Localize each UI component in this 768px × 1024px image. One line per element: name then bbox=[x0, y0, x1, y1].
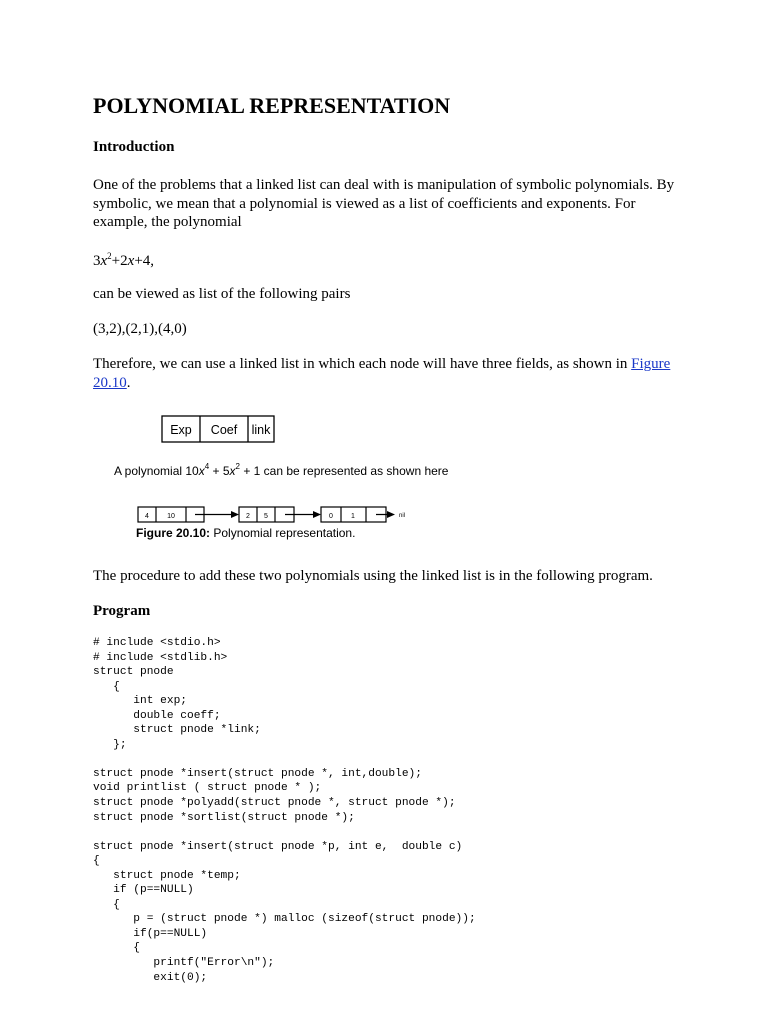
caption-text: + 1 can be represented as shown here bbox=[240, 464, 449, 478]
figure-number: Figure 20.10: bbox=[136, 526, 211, 540]
code-line: struct pnode bbox=[93, 666, 174, 679]
figure-title bbox=[136, 526, 355, 540]
pairs-list: (3,2),(2,1),(4,0) bbox=[93, 321, 187, 337]
figure-20-10 bbox=[93, 408, 693, 548]
code-line: struct pnode *insert(struct pnode *p, int e, double c) bbox=[93, 840, 463, 853]
node-coef-value: 1 bbox=[351, 513, 355, 520]
poly-var: x bbox=[100, 253, 108, 269]
node-coef-value: 10 bbox=[167, 513, 175, 520]
code-line bbox=[93, 825, 476, 840]
code-line: { bbox=[93, 898, 120, 911]
figure-title-text: Polynomial representation. bbox=[210, 526, 356, 540]
code-line: struct pnode *polyadd(struct pnode *, struct pnode *); bbox=[93, 797, 456, 810]
figure-caption bbox=[114, 462, 449, 478]
field-link-label: link bbox=[251, 423, 271, 437]
code-line: void printlist ( struct pnode * ); bbox=[93, 782, 322, 795]
code-line: double coeff; bbox=[93, 709, 221, 722]
poly-exponent: 2 bbox=[107, 251, 112, 261]
caption-var: x bbox=[198, 464, 205, 478]
code-line: { bbox=[93, 680, 120, 693]
code-line: { bbox=[93, 855, 100, 868]
code-line: exit(0); bbox=[93, 971, 208, 984]
caption-var: x bbox=[229, 464, 236, 478]
code-line: p = (struct pnode *) malloc (sizeof(struct pnode)); bbox=[93, 913, 476, 926]
node-exp-value: 0 bbox=[329, 513, 333, 520]
introduction-heading: Introduction bbox=[93, 139, 175, 155]
therefore-paragraph bbox=[93, 355, 683, 392]
caption-exp: 2 bbox=[235, 462, 240, 471]
list-node bbox=[321, 507, 405, 522]
node-coef-value: 5 bbox=[264, 513, 268, 520]
code-line bbox=[93, 752, 476, 767]
node-exp-value: 4 bbox=[145, 513, 149, 520]
code-line: if (p==NULL) bbox=[93, 884, 194, 897]
code-line: struct pnode *link; bbox=[93, 724, 261, 737]
pairs-label: can be viewed as list of the following pairs bbox=[93, 286, 351, 302]
linked-list-diagram bbox=[138, 507, 405, 522]
intro-paragraph: One of the problems that a linked list can deal with is manipulation of symbolic polynomials. By symbolic, we mean that a polynomial is viewed as a list of coefficients and exponents. For example, the polynomial bbox=[93, 177, 675, 230]
node-exp-value: 2 bbox=[246, 513, 250, 520]
therefore-text: Therefore, we can use a linked list in which each node will have three fields, as shown in bbox=[93, 356, 632, 372]
code-line: int exp; bbox=[93, 695, 187, 708]
caption-text: + 5 bbox=[209, 464, 230, 478]
field-exp-label: Exp bbox=[170, 423, 192, 437]
code-line: printf("Error\n"); bbox=[93, 957, 275, 970]
arrow-head bbox=[313, 511, 321, 518]
code-line: # include <stdio.h> bbox=[93, 637, 221, 649]
code-line: }; bbox=[93, 738, 127, 751]
code-line: if(p==NULL) bbox=[93, 927, 208, 940]
arrow-head bbox=[231, 511, 239, 518]
poly-coef: 3 bbox=[93, 253, 101, 269]
code-line: struct pnode *temp; bbox=[93, 869, 241, 882]
polynomial-expression bbox=[93, 247, 683, 271]
poly-term: +4, bbox=[134, 253, 155, 269]
field-coef-label: Coef bbox=[210, 423, 238, 437]
code-line: struct pnode *insert(struct pnode *, int,double); bbox=[93, 767, 422, 780]
caption-exp: 4 bbox=[204, 462, 210, 471]
program-heading: Program bbox=[93, 603, 151, 619]
page-title: POLYNOMIAL REPRESENTATION bbox=[93, 93, 451, 118]
figure-link[interactable]: Figure 20.10 bbox=[93, 356, 671, 391]
procedure-paragraph: The procedure to add these two polynomials using the linked list is in the following program. bbox=[93, 568, 653, 584]
node-structure-diagram bbox=[162, 416, 274, 442]
nil-label: nil bbox=[399, 513, 406, 519]
code-line: # include <stdlib.h> bbox=[93, 651, 228, 664]
code-line: { bbox=[93, 942, 140, 955]
list-node bbox=[239, 507, 321, 522]
poly-var: x bbox=[127, 253, 135, 269]
therefore-end: . bbox=[126, 374, 131, 391]
caption-text: A polynomial 10 bbox=[114, 464, 199, 478]
list-node bbox=[138, 507, 239, 522]
code-block bbox=[93, 636, 476, 985]
poly-term: +2 bbox=[111, 253, 128, 269]
code-line: struct pnode *sortlist(struct pnode *); bbox=[93, 811, 355, 824]
arrow-head bbox=[387, 511, 395, 518]
